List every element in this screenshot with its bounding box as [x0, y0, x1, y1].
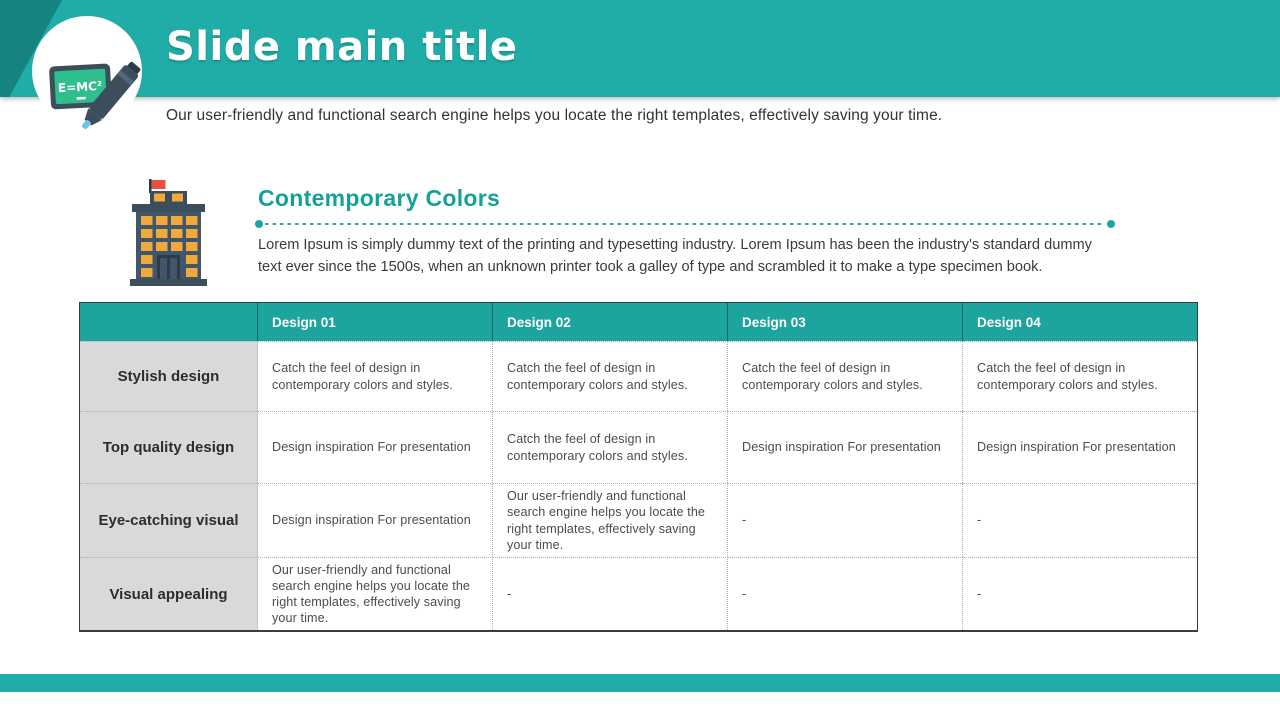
table-cell: Design inspiration For presentation	[258, 483, 493, 557]
table-cell: Catch the feel of design in contemporary colors and styles.	[258, 341, 493, 411]
table-cell: Our user-friendly and functional search engine helps you locate the right templates, effectively saving your time.	[258, 557, 493, 630]
chalkboard-marker-icon	[28, 14, 148, 138]
table-cell: -	[963, 557, 1197, 630]
slide-title: Slide main title	[166, 24, 518, 70]
table-cell: Catch the feel of design in contemporary colors and styles.	[728, 341, 963, 411]
table-cell: Catch the feel of design in contemporary colors and styles.	[493, 411, 728, 483]
section-heading: Contemporary Colors	[258, 185, 501, 211]
table-cell: Design inspiration For presentation	[728, 411, 963, 483]
table-cell: Design inspiration For presentation	[258, 411, 493, 483]
slide-subtitle: Our user-friendly and functional search engine helps you locate the right templates, effectively saving your time.	[166, 107, 943, 124]
table-header-design-04: Design 04	[963, 303, 1197, 341]
section-paragraph: Lorem Ipsum is simply dummy text of the printing and typesetting industry. Lorem Ipsum has been the industry's standard dummy text ever since the 1500s, when an unknown printer took a galley of type and scrambled it to make a type specimen book.	[258, 237, 1092, 275]
row-label-eye-catching-visual: Eye-catching visual	[80, 483, 258, 557]
footer-band	[0, 674, 1280, 692]
table-cell: Design inspiration For presentation	[963, 411, 1197, 483]
table-cell: -	[963, 483, 1197, 557]
table-header-design-02: Design 02	[493, 303, 728, 341]
table-cell: Catch the feel of design in contemporary colors and styles.	[493, 341, 728, 411]
row-label-visual-appealing: Visual appealing	[80, 557, 258, 630]
table-cell: -	[728, 557, 963, 630]
table-cell: -	[728, 483, 963, 557]
table-header-design-03: Design 03	[728, 303, 963, 341]
divider-dot-right	[1107, 220, 1115, 228]
table-header-design-01: Design 01	[258, 303, 493, 341]
table-cell: Our user-friendly and functional search engine helps you locate the right templates, effectively saving your time.	[493, 483, 728, 557]
table-cell: -	[493, 557, 728, 630]
table-header-empty	[80, 303, 258, 341]
comparison-table	[79, 302, 1198, 632]
divider-dashes	[265, 223, 1105, 225]
flag	[152, 180, 166, 189]
formula-text: E=MC²	[57, 78, 103, 96]
row-label-top-quality-design: Top quality design	[80, 411, 258, 483]
row-label-stylish-design: Stylish design	[80, 341, 258, 411]
dotted-divider	[255, 219, 1115, 229]
divider-dot-left	[255, 220, 263, 228]
table-cell: Catch the feel of design in contemporary colors and styles.	[963, 341, 1197, 411]
building-icon	[120, 179, 217, 286]
